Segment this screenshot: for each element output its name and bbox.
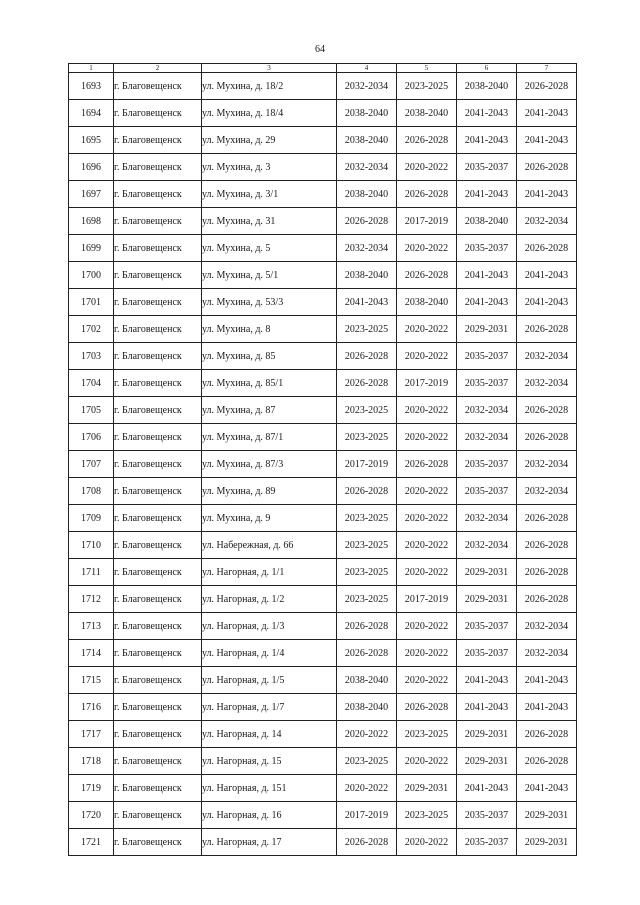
period-cell: 2020-2022 <box>397 667 457 694</box>
city-cell: г. Благовещенск <box>114 100 202 127</box>
period-cell: 2041-2043 <box>337 289 397 316</box>
row-number-cell: 1711 <box>69 559 114 586</box>
period-cell: 2020-2022 <box>397 532 457 559</box>
row-number-cell: 1701 <box>69 289 114 316</box>
table-row <box>69 127 577 154</box>
period-cell: 2026-2028 <box>337 478 397 505</box>
period-cell: 2026-2028 <box>517 559 577 586</box>
period-cell: 2041-2043 <box>457 667 517 694</box>
period-cell: 2026-2028 <box>517 748 577 775</box>
row-number-cell: 1707 <box>69 451 114 478</box>
address-cell: ул. Нагорная, д. 1/3 <box>202 613 337 640</box>
period-cell: 2026-2028 <box>517 424 577 451</box>
period-cell: 2032-2034 <box>337 73 397 100</box>
period-cell: 2020-2022 <box>397 559 457 586</box>
address-cell: ул. Мухина, д. 9 <box>202 505 337 532</box>
period-cell: 2035-2037 <box>457 343 517 370</box>
table-row <box>69 100 577 127</box>
address-cell: ул. Мухина, д. 89 <box>202 478 337 505</box>
table-row <box>69 775 577 802</box>
period-cell: 2020-2022 <box>397 748 457 775</box>
column-number-header: 4 <box>337 64 397 73</box>
table-row <box>69 154 577 181</box>
address-cell: ул. Мухина, д. 8 <box>202 316 337 343</box>
city-cell: г. Благовещенск <box>114 154 202 181</box>
period-cell: 2026-2028 <box>397 694 457 721</box>
period-cell: 2035-2037 <box>457 154 517 181</box>
address-cell: ул. Нагорная, д. 1/4 <box>202 640 337 667</box>
period-cell: 2023-2025 <box>337 397 397 424</box>
table-row <box>69 289 577 316</box>
period-cell: 2026-2028 <box>517 586 577 613</box>
period-cell: 2035-2037 <box>457 613 517 640</box>
city-cell: г. Благовещенск <box>114 208 202 235</box>
city-cell: г. Благовещенск <box>114 694 202 721</box>
period-cell: 2035-2037 <box>457 478 517 505</box>
period-cell: 2041-2043 <box>517 181 577 208</box>
period-cell: 2032-2034 <box>457 424 517 451</box>
city-cell: г. Благовещенск <box>114 181 202 208</box>
period-cell: 2041-2043 <box>517 262 577 289</box>
table-row <box>69 559 577 586</box>
column-number-header: 2 <box>114 64 202 73</box>
city-cell: г. Благовещенск <box>114 73 202 100</box>
period-cell: 2023-2025 <box>337 505 397 532</box>
row-number-cell: 1717 <box>69 721 114 748</box>
row-number-cell: 1700 <box>69 262 114 289</box>
address-cell: ул. Мухина, д. 3 <box>202 154 337 181</box>
city-cell: г. Благовещенск <box>114 505 202 532</box>
period-cell: 2038-2040 <box>337 100 397 127</box>
period-cell: 2026-2028 <box>337 370 397 397</box>
table-body <box>69 73 577 856</box>
column-number-header: 6 <box>457 64 517 73</box>
address-cell: ул. Мухина, д. 3/1 <box>202 181 337 208</box>
period-cell: 2041-2043 <box>457 775 517 802</box>
period-cell: 2029-2031 <box>397 775 457 802</box>
period-cell: 2035-2037 <box>457 235 517 262</box>
period-cell: 2020-2022 <box>397 343 457 370</box>
address-cell: ул. Нагорная, д. 1/5 <box>202 667 337 694</box>
period-cell: 2035-2037 <box>457 370 517 397</box>
city-cell: г. Благовещенск <box>114 127 202 154</box>
table-row <box>69 208 577 235</box>
period-cell: 2026-2028 <box>517 532 577 559</box>
row-number-cell: 1693 <box>69 73 114 100</box>
city-cell: г. Благовещенск <box>114 478 202 505</box>
column-number-header: 7 <box>517 64 577 73</box>
row-number-cell: 1721 <box>69 829 114 856</box>
period-cell: 2038-2040 <box>457 73 517 100</box>
city-cell: г. Благовещенск <box>114 613 202 640</box>
row-number-cell: 1709 <box>69 505 114 532</box>
address-cell: ул. Нагорная, д. 1/2 <box>202 586 337 613</box>
period-cell: 2038-2040 <box>457 208 517 235</box>
period-cell: 2017-2019 <box>397 586 457 613</box>
period-cell: 2041-2043 <box>457 100 517 127</box>
table-row <box>69 640 577 667</box>
period-cell: 2041-2043 <box>517 127 577 154</box>
period-cell: 2041-2043 <box>457 127 517 154</box>
address-cell: ул. Нагорная, д. 17 <box>202 829 337 856</box>
column-number-header: 3 <box>202 64 337 73</box>
address-cell: ул. Мухина, д. 5/1 <box>202 262 337 289</box>
row-number-cell: 1703 <box>69 343 114 370</box>
period-cell: 2026-2028 <box>517 505 577 532</box>
period-cell: 2041-2043 <box>517 775 577 802</box>
table-row <box>69 316 577 343</box>
row-number-cell: 1695 <box>69 127 114 154</box>
city-cell: г. Благовещенск <box>114 775 202 802</box>
period-cell: 2017-2019 <box>397 370 457 397</box>
period-cell: 2029-2031 <box>457 586 517 613</box>
address-cell: ул. Мухина, д. 18/2 <box>202 73 337 100</box>
table-row <box>69 532 577 559</box>
table-row <box>69 802 577 829</box>
row-number-cell: 1706 <box>69 424 114 451</box>
period-cell: 2026-2028 <box>517 721 577 748</box>
period-cell: 2023-2025 <box>337 532 397 559</box>
row-number-cell: 1719 <box>69 775 114 802</box>
city-cell: г. Благовещенск <box>114 289 202 316</box>
period-cell: 2041-2043 <box>457 694 517 721</box>
row-number-cell: 1696 <box>69 154 114 181</box>
row-number-cell: 1718 <box>69 748 114 775</box>
period-cell: 2035-2037 <box>457 451 517 478</box>
period-cell: 2026-2028 <box>337 640 397 667</box>
period-cell: 2029-2031 <box>457 316 517 343</box>
period-cell: 2032-2034 <box>457 532 517 559</box>
address-cell: ул. Нагорная, д. 14 <box>202 721 337 748</box>
city-cell: г. Благовещенск <box>114 397 202 424</box>
period-cell: 2038-2040 <box>397 289 457 316</box>
table-row <box>69 343 577 370</box>
period-cell: 2017-2019 <box>337 802 397 829</box>
city-cell: г. Благовещенск <box>114 802 202 829</box>
city-cell: г. Благовещенск <box>114 829 202 856</box>
page-number: 64 <box>315 44 325 55</box>
city-cell: г. Благовещенск <box>114 667 202 694</box>
period-cell: 2032-2034 <box>517 343 577 370</box>
housing-repair-schedule-table <box>68 63 577 856</box>
period-cell: 2020-2022 <box>397 235 457 262</box>
period-cell: 2041-2043 <box>517 667 577 694</box>
row-number-cell: 1715 <box>69 667 114 694</box>
period-cell: 2020-2022 <box>397 316 457 343</box>
period-cell: 2041-2043 <box>517 694 577 721</box>
period-cell: 2041-2043 <box>457 181 517 208</box>
period-cell: 2032-2034 <box>337 235 397 262</box>
address-cell: ул. Мухина, д. 31 <box>202 208 337 235</box>
period-cell: 2026-2028 <box>337 829 397 856</box>
row-number-cell: 1698 <box>69 208 114 235</box>
period-cell: 2017-2019 <box>337 451 397 478</box>
period-cell: 2035-2037 <box>457 802 517 829</box>
period-cell: 2029-2031 <box>457 748 517 775</box>
period-cell: 2026-2028 <box>337 343 397 370</box>
period-cell: 2029-2031 <box>517 802 577 829</box>
address-cell: ул. Мухина, д. 87 <box>202 397 337 424</box>
row-number-cell: 1714 <box>69 640 114 667</box>
row-number-cell: 1720 <box>69 802 114 829</box>
city-cell: г. Благовещенск <box>114 586 202 613</box>
city-cell: г. Благовещенск <box>114 640 202 667</box>
period-cell: 2032-2034 <box>457 505 517 532</box>
period-cell: 2023-2025 <box>397 73 457 100</box>
address-cell: ул. Нагорная, д. 16 <box>202 802 337 829</box>
table-row <box>69 451 577 478</box>
period-cell: 2020-2022 <box>397 640 457 667</box>
city-cell: г. Благовещенск <box>114 370 202 397</box>
period-cell: 2023-2025 <box>337 586 397 613</box>
period-cell: 2020-2022 <box>397 424 457 451</box>
table-row <box>69 478 577 505</box>
table-row <box>69 505 577 532</box>
period-cell: 2023-2025 <box>397 721 457 748</box>
period-cell: 2038-2040 <box>337 127 397 154</box>
period-cell: 2032-2034 <box>337 154 397 181</box>
period-cell: 2026-2028 <box>517 397 577 424</box>
row-number-cell: 1705 <box>69 397 114 424</box>
row-number-cell: 1704 <box>69 370 114 397</box>
period-cell: 2023-2025 <box>397 802 457 829</box>
period-cell: 2032-2034 <box>517 451 577 478</box>
period-cell: 2020-2022 <box>397 154 457 181</box>
city-cell: г. Благовещенск <box>114 424 202 451</box>
address-cell: ул. Мухина, д. 85/1 <box>202 370 337 397</box>
period-cell: 2038-2040 <box>337 262 397 289</box>
city-cell: г. Благовещенск <box>114 748 202 775</box>
address-cell: ул. Нагорная, д. 151 <box>202 775 337 802</box>
column-number-header: 1 <box>69 64 114 73</box>
period-cell: 2026-2028 <box>517 235 577 262</box>
table-row <box>69 748 577 775</box>
period-cell: 2032-2034 <box>517 613 577 640</box>
city-cell: г. Благовещенск <box>114 532 202 559</box>
city-cell: г. Благовещенск <box>114 721 202 748</box>
period-cell: 2026-2028 <box>517 154 577 181</box>
row-number-cell: 1713 <box>69 613 114 640</box>
period-cell: 2038-2040 <box>337 694 397 721</box>
table-row <box>69 181 577 208</box>
table-row <box>69 73 577 100</box>
address-cell: ул. Мухина, д. 29 <box>202 127 337 154</box>
table-row <box>69 370 577 397</box>
row-number-cell: 1697 <box>69 181 114 208</box>
address-cell: ул. Мухина, д. 5 <box>202 235 337 262</box>
period-cell: 2017-2019 <box>397 208 457 235</box>
period-cell: 2020-2022 <box>397 829 457 856</box>
row-number-cell: 1694 <box>69 100 114 127</box>
row-number-cell: 1702 <box>69 316 114 343</box>
period-cell: 2023-2025 <box>337 559 397 586</box>
period-cell: 2026-2028 <box>397 451 457 478</box>
period-cell: 2020-2022 <box>337 721 397 748</box>
period-cell: 2026-2028 <box>397 262 457 289</box>
period-cell: 2041-2043 <box>517 289 577 316</box>
city-cell: г. Благовещенск <box>114 235 202 262</box>
period-cell: 2026-2028 <box>397 181 457 208</box>
table-row <box>69 424 577 451</box>
period-cell: 2029-2031 <box>457 721 517 748</box>
period-cell: 2029-2031 <box>457 559 517 586</box>
address-cell: ул. Мухина, д. 18/4 <box>202 100 337 127</box>
period-cell: 2035-2037 <box>457 829 517 856</box>
period-cell: 2026-2028 <box>337 208 397 235</box>
address-cell: ул. Набережная, д. 66 <box>202 532 337 559</box>
column-number-row <box>69 64 577 73</box>
period-cell: 2020-2022 <box>397 478 457 505</box>
row-number-cell: 1708 <box>69 478 114 505</box>
period-cell: 2026-2028 <box>517 73 577 100</box>
row-number-cell: 1710 <box>69 532 114 559</box>
period-cell: 2041-2043 <box>517 100 577 127</box>
address-cell: ул. Мухина, д. 85 <box>202 343 337 370</box>
period-cell: 2041-2043 <box>457 262 517 289</box>
table-row <box>69 262 577 289</box>
period-cell: 2020-2022 <box>397 505 457 532</box>
period-cell: 2032-2034 <box>517 478 577 505</box>
column-number-header: 5 <box>397 64 457 73</box>
period-cell: 2020-2022 <box>397 397 457 424</box>
row-number-cell: 1699 <box>69 235 114 262</box>
row-number-cell: 1712 <box>69 586 114 613</box>
city-cell: г. Благовещенск <box>114 451 202 478</box>
period-cell: 2032-2034 <box>517 208 577 235</box>
period-cell: 2023-2025 <box>337 424 397 451</box>
city-cell: г. Благовещенск <box>114 262 202 289</box>
period-cell: 2032-2034 <box>517 640 577 667</box>
address-cell: ул. Нагорная, д. 1/7 <box>202 694 337 721</box>
address-cell: ул. Мухина, д. 53/3 <box>202 289 337 316</box>
table-row <box>69 829 577 856</box>
period-cell: 2032-2034 <box>457 397 517 424</box>
table-row <box>69 721 577 748</box>
address-cell: ул. Мухина, д. 87/1 <box>202 424 337 451</box>
period-cell: 2038-2040 <box>337 181 397 208</box>
city-cell: г. Благовещенск <box>114 316 202 343</box>
table-row <box>69 235 577 262</box>
period-cell: 2020-2022 <box>397 613 457 640</box>
table-row <box>69 613 577 640</box>
period-cell: 2026-2028 <box>337 613 397 640</box>
address-cell: ул. Нагорная, д. 1/1 <box>202 559 337 586</box>
address-cell: ул. Мухина, д. 87/3 <box>202 451 337 478</box>
table-row <box>69 694 577 721</box>
period-cell: 2035-2037 <box>457 640 517 667</box>
period-cell: 2026-2028 <box>397 127 457 154</box>
period-cell: 2032-2034 <box>517 370 577 397</box>
period-cell: 2020-2022 <box>337 775 397 802</box>
period-cell: 2023-2025 <box>337 316 397 343</box>
address-cell: ул. Нагорная, д. 15 <box>202 748 337 775</box>
period-cell: 2026-2028 <box>517 316 577 343</box>
period-cell: 2029-2031 <box>517 829 577 856</box>
period-cell: 2023-2025 <box>337 748 397 775</box>
period-cell: 2038-2040 <box>337 667 397 694</box>
table-row <box>69 586 577 613</box>
period-cell: 2038-2040 <box>397 100 457 127</box>
table-row <box>69 397 577 424</box>
city-cell: г. Благовещенск <box>114 343 202 370</box>
row-number-cell: 1716 <box>69 694 114 721</box>
period-cell: 2041-2043 <box>457 289 517 316</box>
city-cell: г. Благовещенск <box>114 559 202 586</box>
table-row <box>69 667 577 694</box>
